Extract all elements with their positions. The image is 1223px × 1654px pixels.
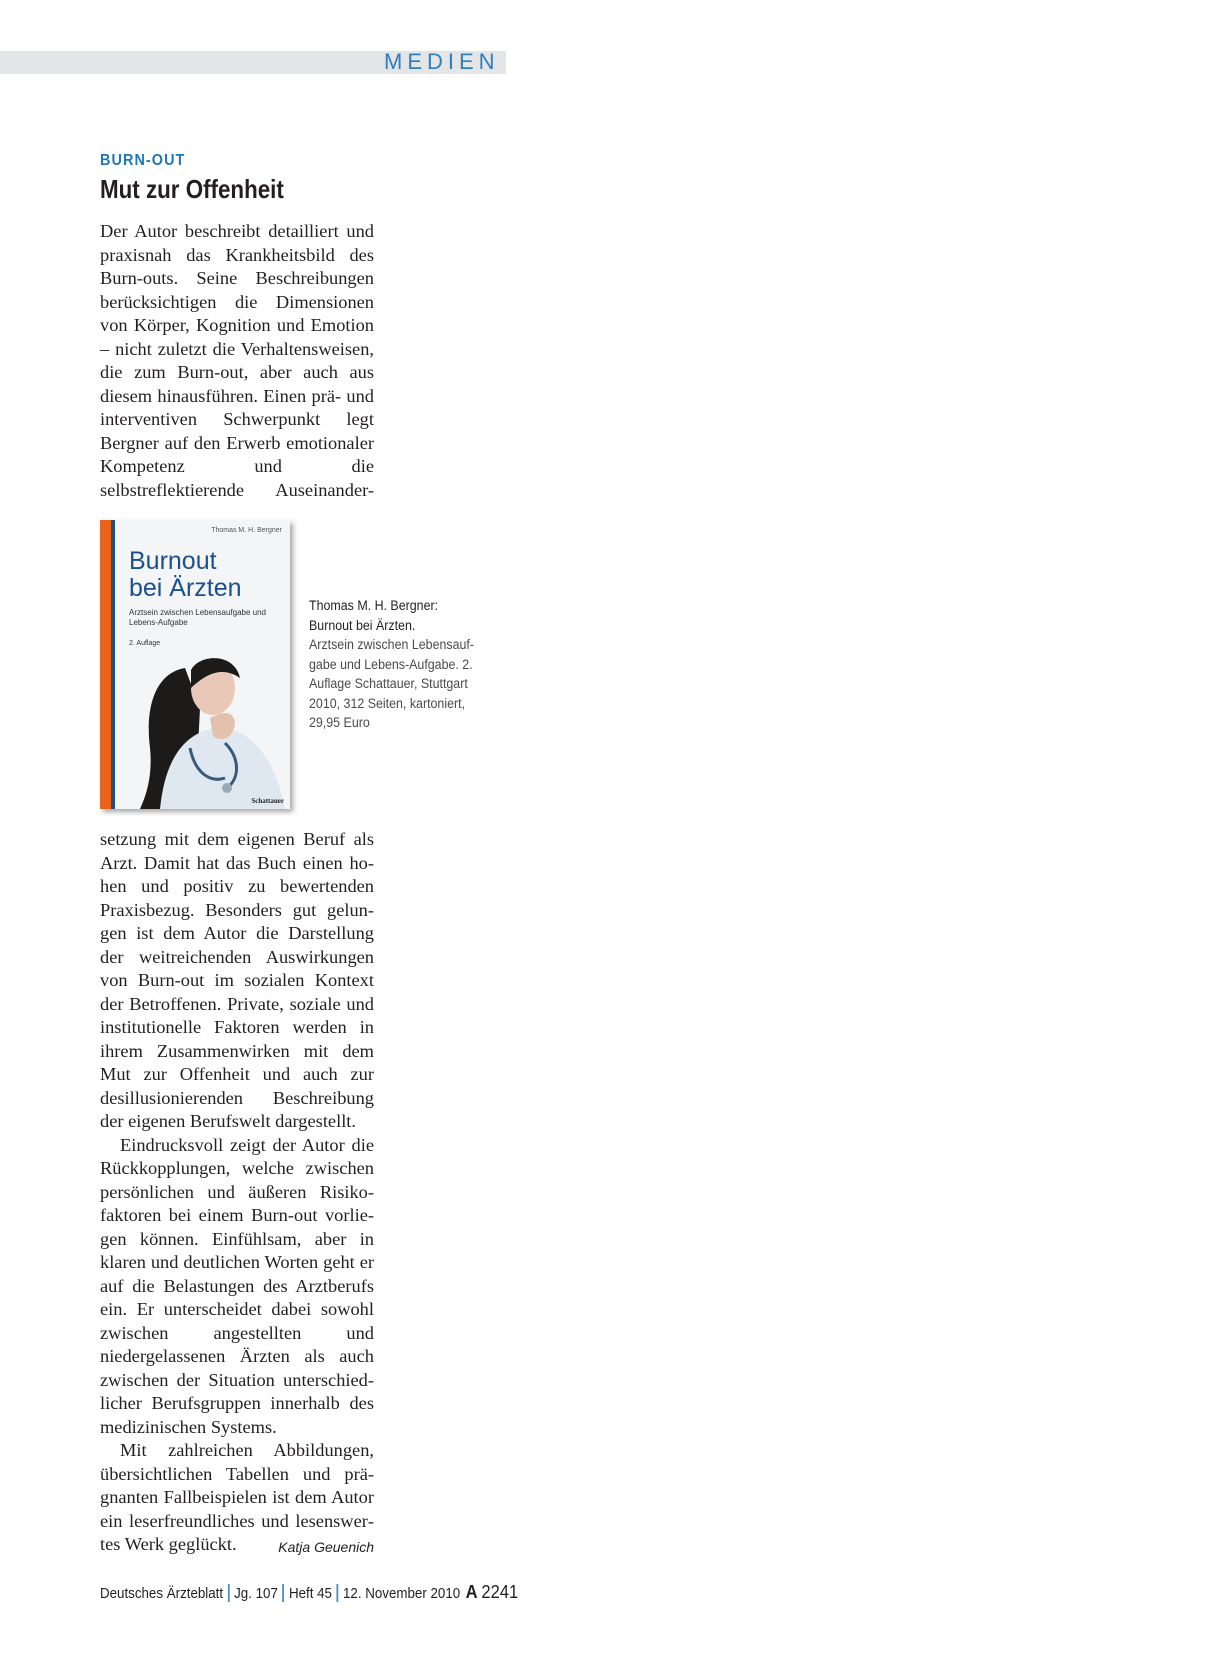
cover-publisher: Schattauer: [251, 797, 284, 805]
footer-separator: [228, 1584, 230, 1602]
footer-issue: Heft 45: [288, 1586, 332, 1602]
article-paragraph: setzung mit dem eigenen Beruf als Arzt. Damit hat das Buch einen hohen und positiv zu bewertenden Praxisbezug. Besonders gut gelungen ist dem Autor die Darstellung der weitreichenden Auswirkungen von Burn-out im sozialen Kontext der Betroffenen. Private, soziale und institutionelle Faktoren werden in ihrem Zusammenwirken mit dem Mut zur Offenheit und auch zur desillusionierenden Beschreibung der eigenen Berufswelt dargestellt.: [100, 829, 374, 1131]
page-footer: [100, 1582, 518, 1603]
article-paragraph-last: [100, 1439, 374, 1557]
footer-separator: [283, 1584, 285, 1602]
author-signature: Katja Geuenich: [278, 1539, 374, 1555]
article-headline: Mut zur Offenheit: [100, 174, 284, 204]
cover-title-line2: bei Ärzten: [129, 574, 242, 602]
caption-author-title: Thomas M. H. Bergner: Burnout bei Ärzten.: [309, 598, 439, 633]
section-label: MEDIEN: [384, 49, 500, 74]
footer-journal: Deutsches Ärzteblatt: [100, 1586, 224, 1602]
footer-page-number: 2241: [481, 1582, 519, 1602]
cover-edition: 2. Auflage: [129, 640, 161, 647]
cover-title-line1: Burnout: [129, 547, 217, 575]
cover-title: [129, 548, 242, 602]
caption-details: Arztsein zwischen Lebensaufgabe und Lebens-Aufgabe. 2. Auflage Schattauer, Stuttgart 2010, 312 Seiten, kartoniert, 29,95 Euro: [309, 637, 475, 730]
footer-volume: Jg. 107: [234, 1586, 278, 1602]
article-paragraph: Eindrucksvoll zeigt der Autor die Rückkopplungen, welche zwischen persönlichen und äußeren Risikofaktoren bei einem Burn-out vorliegen können. Einfühlsam, aber in klaren und deutlichen Worten geht er auf die Belastungen des Arztberufs ein. Er unterscheidet dabei sowohl zwischen angestellten und niedergelassenen Ärzten als auch zwischen der Situation unterschiedlicher Berufsgruppen innerhalb des medizinischen Systems.: [100, 1134, 374, 1437]
article-paragraph: Der Autor beschreibt detailliert und praxisnah das Krankheitsbild des Burn-outs. Seine Beschreibungen berücksichtigen die Dimensionen von Körper, Kognition und Emotion – nicht zuletzt die Verhaltensweisen, die zum Burn-out, aber auch aus diesem hinausführen. Einen prä- und interventiven Schwerpunkt legt Bergner auf den Erwerb emotionaler Kompetenz und die selbstreflektierende Auseinander-: [100, 221, 374, 500]
footer-separator: [337, 1584, 339, 1602]
article-column-top: [100, 220, 374, 502]
paragraph-text: Mit zahlreichen Abbildungen, übersichtlichen Tabellen und prägnanten Fallbeispielen ist dem Autor ein leserfreundliches und lesenswertes Werk geglückt.: [100, 1440, 374, 1554]
cover-author: Thomas M. H. Bergner: [211, 527, 282, 534]
footer-page-prefix: A: [465, 1582, 478, 1602]
article-kicker: BURN-OUT: [100, 152, 186, 169]
article-column-bottom: [100, 828, 374, 1560]
book-caption: [309, 596, 484, 733]
cover-orange-stripe: [100, 520, 111, 809]
cover-photo-doctor: [115, 648, 290, 809]
cover-subtitle: Arztsein zwischen Lebensaufgabe und Lebens-Aufgabe: [129, 608, 266, 627]
book-cover-image: [100, 520, 290, 809]
footer-date: 12. November 2010: [342, 1586, 461, 1602]
